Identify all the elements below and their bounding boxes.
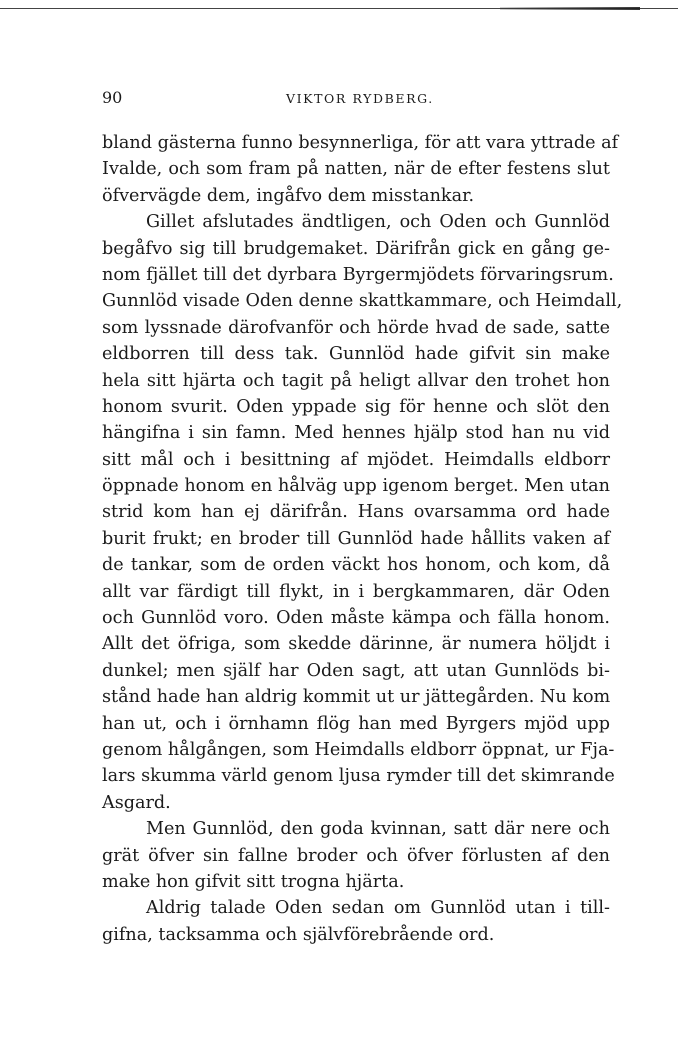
text-line: begåfvo sig till brudgemaket. Därifrån gick en gång ge- bbox=[102, 238, 610, 259]
text-line: eldborren till dess tak. Gunnlöd hade gifvit sin make bbox=[102, 344, 610, 365]
top-edge-shadow bbox=[500, 7, 640, 10]
text-line: nom fjället till det dyrbara Byrgermjödets förvaringsrum. bbox=[102, 264, 614, 285]
text-line: Ivalde, och som fram på natten, när de efter festens slut bbox=[102, 159, 610, 180]
text-line: make hon gifvit sitt trogna hjärta. bbox=[102, 871, 405, 892]
text-line: burit frukt; en broder till Gunnlöd hade hållits vaken af bbox=[102, 528, 610, 549]
text-line: bland gästerna funno besynnerliga, för att vara yttrade af bbox=[102, 133, 619, 153]
text-line: honom svurit. Oden yppade sig för henne och slöt den bbox=[102, 396, 610, 417]
text-line: sitt mål och i besittning af mjödet. Heimdalls eldborr bbox=[102, 449, 610, 470]
text-line: som lyssnade därofvanför och hörde hvad de sade, satte bbox=[102, 317, 610, 338]
text-line: stånd hade han aldrig kommit ut ur jättegården. Nu kom bbox=[102, 687, 611, 708]
text-line: Asgard. bbox=[102, 792, 171, 813]
running-title: VIKTOR RYDBERG. bbox=[286, 91, 434, 106]
text-line: Gillet afslutades ändtligen, och Oden och Gunnlöd bbox=[146, 212, 610, 233]
body-text bbox=[102, 130, 623, 948]
running-head bbox=[102, 88, 610, 110]
text-line: genom hålgången, som Heimdalls eldborr öppnat, ur Fja- bbox=[102, 739, 615, 760]
text-line: lars skumma värld genom ljusa rymder till det skimrande bbox=[102, 766, 615, 787]
text-line: öfvervägde dem, ingåfvo dem misstankar. bbox=[102, 185, 475, 206]
text-line: dunkel; men själf har Oden sagt, att utan Gunnlöds bi- bbox=[102, 660, 610, 681]
text-line: Allt det öfriga, som skedde därinne, är numera höljdt i bbox=[102, 634, 610, 655]
page-number: 90 bbox=[102, 88, 123, 107]
text-line: Gunnlöd visade Oden denne skattkammare, och Heimdall, bbox=[102, 291, 623, 312]
text-line: de tankar, som de orden väckt hos honom, och kom, då bbox=[102, 555, 610, 576]
text-line: grät öfver sin fallne broder och öfver förlusten af den bbox=[102, 845, 610, 866]
text-line: strid kom han ej därifrån. Hans ovarsamma ord hade bbox=[102, 502, 610, 523]
text-line: Men Gunnlöd, den goda kvinnan, satt där nere och bbox=[146, 819, 610, 840]
text-line: Aldrig talade Oden sedan om Gunnlöd utan i till- bbox=[146, 898, 610, 919]
text-line: han ut, och i örnhamn flög han med Byrgers mjöd upp bbox=[102, 713, 610, 734]
text-line: gifna, tacksamma och självförebrående ord. bbox=[102, 924, 495, 945]
text-line: hängifna i sin famn. Med hennes hjälp stod han nu vid bbox=[102, 423, 610, 444]
text-line: allt var färdigt till flykt, in i bergkammaren, där Oden bbox=[102, 581, 610, 602]
text-line: öppnade honom en hålväg upp igenom berget. Men utan bbox=[102, 476, 610, 497]
text-line: och Gunnlöd voro. Oden måste kämpa och fälla honom. bbox=[102, 608, 610, 629]
text-line: hela sitt hjärta och tagit på heligt allvar den trohet hon bbox=[102, 370, 610, 391]
